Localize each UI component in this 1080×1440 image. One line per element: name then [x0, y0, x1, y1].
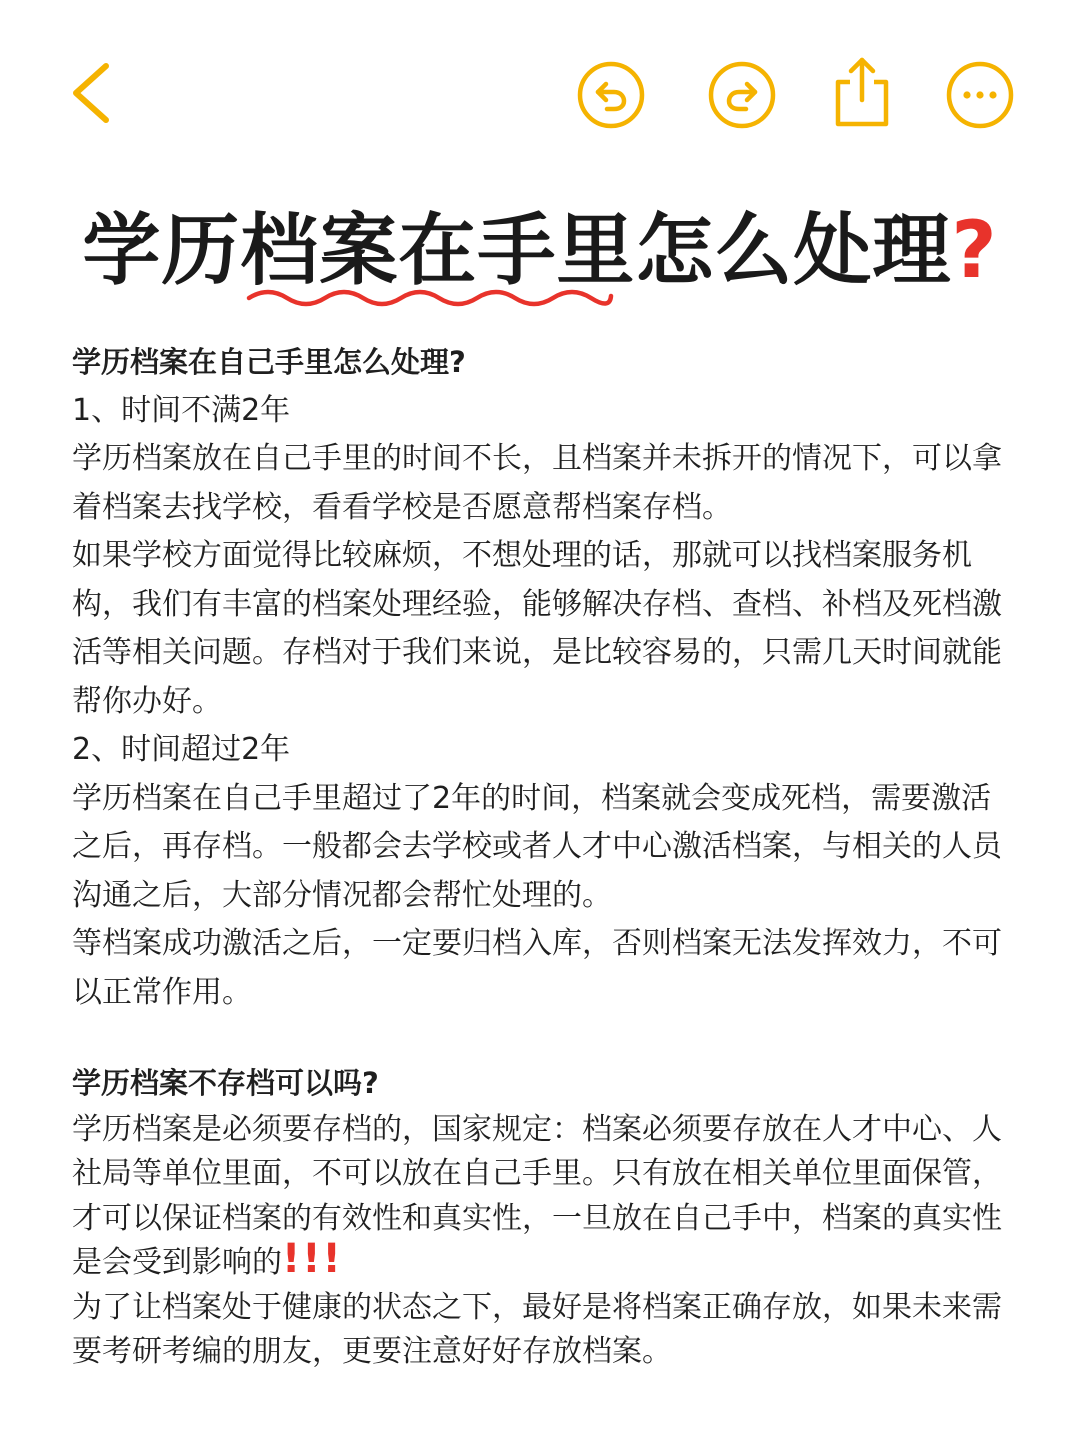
section1-paragraph-2: 如果学校方面觉得比较麻烦，不想处理的话，那就可以找档案服务机构，我们有丰富的档案处理经验，能够解决存档、查档、补档及死档激活等相关问题。存档对于我们来说，是比较容易的，只需几天时间就能帮你办好。 — [72, 538, 1002, 719]
article-body — [72, 338, 1012, 1375]
section1-paragraph-1: 学历档案放在自己手里的时间不长，且档案并未拆开的情况下，可以拿着档案去找学校，看看学校是否愿意帮档案存档。 — [72, 441, 1002, 525]
section1-heading: 学历档案在自己手里怎么处理? — [72, 345, 466, 379]
page-title-text: 学历档案在手里怎么处理 — [82, 206, 952, 296]
share-icon — [830, 52, 894, 132]
section2-heading: 学历档案不存档可以吗? — [72, 1066, 379, 1100]
exclamation-marks: !!! — [282, 1236, 343, 1283]
undo-button[interactable] — [576, 60, 646, 130]
redo-icon — [707, 60, 777, 130]
section2-paragraph-1-text: 学历档案是必须要存档的，国家规定：档案必须要存放在人才中心、人社局等单位里面，不可以放在自己手里。只有放在相关单位里面保管，才可以保证档案的有效性和真实性，一旦放在自己手中，档案的真实性是会受到影响的 — [72, 1111, 1002, 1281]
title-area — [0, 196, 1080, 326]
wavy-underline-icon — [245, 284, 615, 310]
back-chevron-icon — [62, 58, 122, 128]
section1-subheading-2: 2、时间超过2年 — [72, 732, 291, 767]
section2-paragraph-1 — [72, 1108, 1012, 1286]
redo-button[interactable] — [707, 60, 777, 130]
share-button[interactable] — [830, 52, 894, 132]
section1-paragraph-4: 等档案成功激活之后，一定要归档入库，否则档案无法发挥效力，不可以正常作用。 — [72, 926, 1002, 1010]
back-button[interactable] — [62, 58, 122, 128]
more-button[interactable] — [945, 60, 1015, 130]
toolbar — [0, 0, 1080, 190]
undo-icon — [576, 60, 646, 130]
title-question-mark: ? — [951, 206, 998, 296]
section-gap — [72, 1017, 1012, 1059]
section2-paragraph-2: 为了让档案处于健康的状态之下，最好是将档案正确存放，如果未来需要考研考编的朋友，更要注意好好存放档案。 — [72, 1289, 1002, 1370]
section1-paragraph-3: 学历档案在自己手里超过了2年的时间，档案就会变成死档，需要激活之后，再存档。一般都会去学校或者人才中心激活档案，与相关的人员沟通之后，大部分情况都会帮忙处理的。 — [72, 780, 1002, 913]
more-icon — [945, 60, 1015, 130]
section1-subheading-1: 1、时间不满2年 — [72, 392, 291, 428]
